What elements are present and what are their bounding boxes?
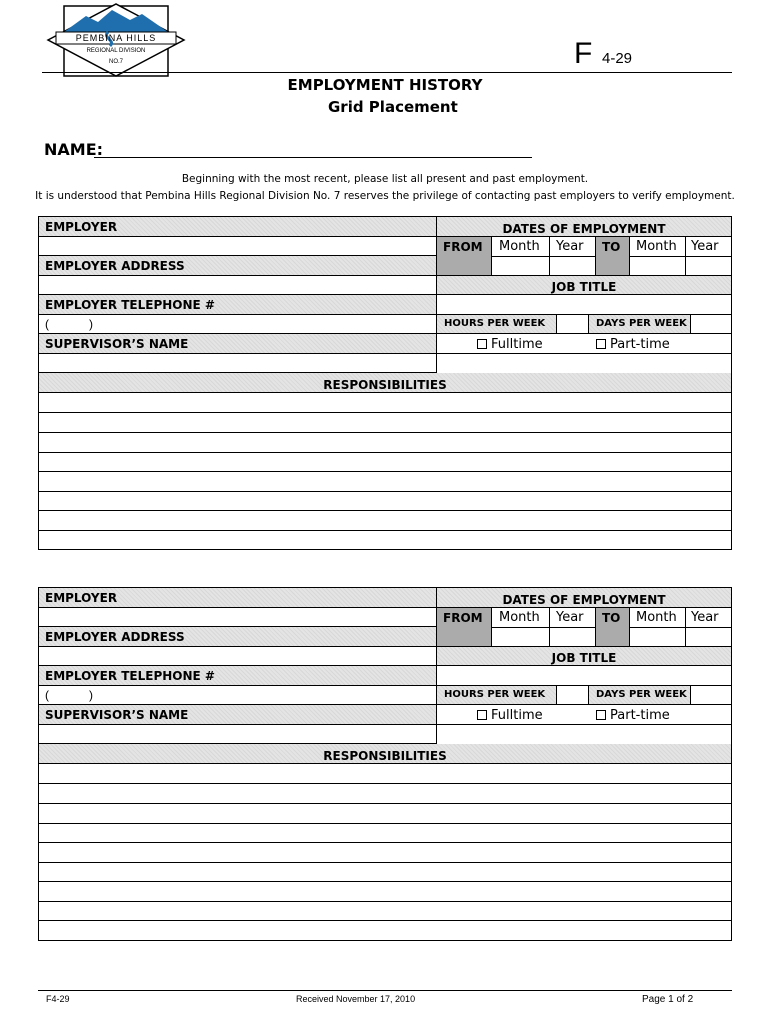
supervisor-label: SUPERVISOR’S NAME	[45, 708, 189, 722]
fulltime-label: Fulltime	[491, 337, 543, 352]
fulltime-option[interactable]	[477, 335, 587, 353]
employer-label-row	[39, 588, 437, 608]
telephone-label-row	[39, 666, 437, 686]
logo-brand: PEMBINA HILLS	[75, 33, 157, 43]
to-year-label: Year	[691, 610, 719, 625]
to-month-label: Month	[636, 610, 677, 625]
responsibilities-line-9[interactable]	[39, 921, 731, 940]
page-title: EMPLOYMENT HISTORY	[287, 76, 483, 94]
dates-label: DATES OF EMPLOYMENT	[502, 593, 666, 607]
hours-input[interactable]	[557, 686, 589, 705]
phone-parens: ( )	[45, 317, 93, 331]
to-month-input[interactable]	[630, 237, 686, 276]
telephone-input[interactable]	[39, 686, 437, 705]
days-cell	[589, 686, 691, 705]
fulltime-label: Fulltime	[491, 708, 543, 723]
parttime-checkbox[interactable]	[596, 710, 606, 720]
telephone-label: EMPLOYER TELEPHONE #	[45, 298, 215, 312]
responsibilities-header	[39, 373, 731, 393]
days-cell	[589, 315, 691, 334]
address-label-row	[39, 256, 437, 276]
header-rule	[42, 72, 732, 73]
from-month-input[interactable]	[492, 237, 550, 276]
days-input[interactable]	[691, 686, 731, 705]
phone-parens: ( )	[45, 688, 93, 702]
from-month-label: Month	[499, 239, 540, 254]
responsibilities-line-7[interactable]	[39, 882, 731, 902]
address-input[interactable]	[39, 647, 437, 666]
from-year-input[interactable]	[550, 237, 596, 276]
from-year-label: Year	[556, 610, 584, 625]
hours-label: HOURS PER WEEK	[444, 318, 546, 329]
responsibilities-line-6[interactable]	[39, 863, 731, 882]
days-input[interactable]	[691, 315, 731, 334]
supervisor-input[interactable]	[39, 354, 437, 373]
responsibilities-line-2[interactable]	[39, 784, 731, 804]
responsibilities-line-4[interactable]	[39, 824, 731, 843]
parttime-checkbox[interactable]	[596, 339, 606, 349]
parttime-label: Part-time	[610, 337, 670, 352]
job-title-header	[437, 647, 731, 666]
hours-cell	[437, 686, 557, 705]
name-field[interactable]	[94, 157, 532, 158]
logo	[46, 2, 186, 78]
employer-label-row	[39, 217, 437, 237]
from-year-label: Year	[556, 239, 584, 254]
responsibilities-line-5[interactable]	[39, 843, 731, 863]
to-label: TO	[602, 611, 621, 625]
employer-input[interactable]	[39, 237, 437, 256]
days-label: DAYS PER WEEK	[596, 318, 687, 329]
responsibilities-line-6[interactable]	[39, 492, 731, 511]
responsibilities-line-5[interactable]	[39, 472, 731, 492]
employer-input[interactable]	[39, 608, 437, 627]
supervisor-label-row	[39, 705, 437, 725]
instruction-line-2: It is understood that Pembina Hills Regional Division No. 7 reserves the privilege of contacting past employers to verify employment.	[35, 190, 735, 202]
employment-section-2	[38, 587, 732, 941]
hours-label: HOURS PER WEEK	[444, 689, 546, 700]
address-label: EMPLOYER ADDRESS	[45, 630, 185, 644]
footer-received-date: Received November 17, 2010	[296, 994, 416, 1004]
address-input[interactable]	[39, 276, 437, 295]
parttime-option[interactable]	[596, 706, 706, 724]
responsibilities-line-4[interactable]	[39, 453, 731, 472]
to-month-input[interactable]	[630, 608, 686, 647]
responsibilities-line-7[interactable]	[39, 511, 731, 531]
footer-rule	[38, 990, 732, 991]
to-cell	[596, 237, 630, 276]
job-title-header	[437, 276, 731, 295]
responsibilities-line-3[interactable]	[39, 804, 731, 824]
dates-header	[437, 217, 731, 237]
from-year-input[interactable]	[550, 608, 596, 647]
dates-header	[437, 588, 731, 608]
supervisor-label: SUPERVISOR’S NAME	[45, 337, 189, 351]
supervisor-label-row	[39, 334, 437, 354]
responsibilities-header	[39, 744, 731, 764]
from-month-label: Month	[499, 610, 540, 625]
responsibilities-line-1[interactable]	[39, 393, 731, 413]
from-cell	[437, 237, 492, 276]
responsibilities-line-2[interactable]	[39, 413, 731, 433]
responsibilities-line-1[interactable]	[39, 764, 731, 784]
job-title-input[interactable]	[437, 666, 731, 686]
address-label-row	[39, 627, 437, 647]
footer-form-id: F4-29	[46, 994, 70, 1004]
fulltime-option[interactable]	[477, 706, 587, 724]
fulltime-checkbox[interactable]	[477, 339, 487, 349]
page-subtitle: Grid Placement	[328, 98, 458, 116]
hours-cell	[437, 315, 557, 334]
employment-section-1	[38, 216, 732, 550]
job-title-label: JOB TITLE	[551, 651, 617, 665]
form-number: 4-29	[602, 50, 633, 67]
job-title-label: JOB TITLE	[551, 280, 617, 294]
footer-page-number: Page 1 of 2	[642, 994, 694, 1005]
to-year-input[interactable]	[686, 608, 731, 647]
address-label: EMPLOYER ADDRESS	[45, 259, 185, 273]
telephone-input[interactable]	[39, 315, 437, 334]
fulltime-checkbox[interactable]	[477, 710, 487, 720]
telephone-label-row	[39, 295, 437, 315]
from-label: FROM	[443, 611, 483, 625]
form-letter: F	[574, 37, 593, 70]
responsibilities-line-8[interactable]	[39, 531, 731, 549]
responsibilities-line-3[interactable]	[39, 433, 731, 453]
parttime-label: Part-time	[610, 708, 670, 723]
responsibilities-label: RESPONSIBILITIES	[323, 749, 447, 763]
to-label: TO	[602, 240, 621, 254]
job-title-input[interactable]	[437, 295, 731, 315]
name-label: NAME:	[44, 140, 104, 159]
dates-label: DATES OF EMPLOYMENT	[502, 222, 666, 236]
logo-line2: REGIONAL DIVISION	[86, 48, 146, 54]
supervisor-input[interactable]	[39, 725, 437, 744]
from-month-input[interactable]	[492, 608, 550, 647]
employer-label: EMPLOYER	[45, 220, 118, 234]
responsibilities-label: RESPONSIBILITIES	[323, 378, 447, 392]
to-month-label: Month	[636, 239, 677, 254]
from-label: FROM	[443, 240, 483, 254]
from-cell	[437, 608, 492, 647]
employer-label: EMPLOYER	[45, 591, 118, 605]
to-cell	[596, 608, 630, 647]
parttime-option[interactable]	[596, 335, 706, 353]
to-year-input[interactable]	[686, 237, 731, 276]
hours-input[interactable]	[557, 315, 589, 334]
to-year-label: Year	[691, 239, 719, 254]
logo-line3: NO.7	[108, 59, 123, 65]
instruction-line-1: Beginning with the most recent, please list all present and past employment.	[181, 173, 589, 185]
responsibilities-line-8[interactable]	[39, 902, 731, 921]
telephone-label: EMPLOYER TELEPHONE #	[45, 669, 215, 683]
days-label: DAYS PER WEEK	[596, 689, 687, 700]
